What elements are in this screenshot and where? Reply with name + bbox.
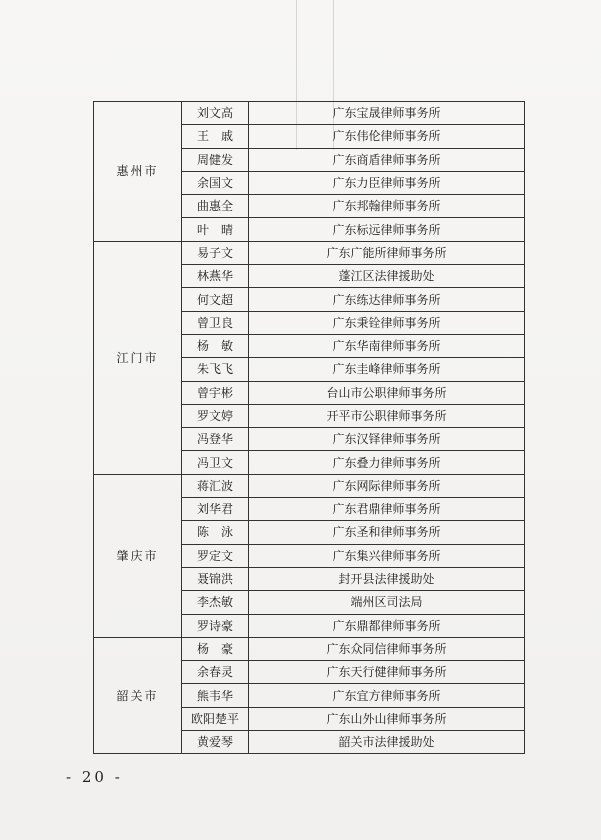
lawyer-name-cell: 叶 晴	[182, 218, 249, 241]
roster-table-body	[94, 102, 525, 754]
table-row	[94, 241, 525, 264]
institution-cell: 广东叠力律师事务所	[249, 451, 525, 474]
table-row	[94, 102, 525, 125]
lawyer-name-cell: 黄爱琴	[182, 731, 249, 754]
city-cell: 江门市	[94, 241, 182, 474]
lawyer-name-cell: 曾宇彬	[182, 381, 249, 404]
lawyer-name-cell: 杨 敏	[182, 334, 249, 357]
institution-cell: 广东君鼎律师事务所	[249, 498, 525, 521]
institution-cell: 广东众同信律师事务所	[249, 637, 525, 660]
institution-cell: 广东天行健律师事务所	[249, 661, 525, 684]
institution-cell: 广东宜方律师事务所	[249, 684, 525, 707]
lawyer-name-cell: 陈 泳	[182, 521, 249, 544]
lawyer-name-cell: 林燕华	[182, 265, 249, 288]
institution-cell: 端州区司法局	[249, 591, 525, 614]
lawyer-name-cell: 易子文	[182, 241, 249, 264]
lawyer-name-cell: 周健发	[182, 148, 249, 171]
lawyer-name-cell: 杨 豪	[182, 637, 249, 660]
lawyer-name-cell: 王 戚	[182, 125, 249, 148]
lawyer-name-cell: 蒋汇波	[182, 474, 249, 497]
institution-cell: 广东伟伦律师事务所	[249, 125, 525, 148]
institution-cell: 广东广能所律师事务所	[249, 241, 525, 264]
institution-cell: 封开县法律援助处	[249, 567, 525, 590]
institution-cell: 广东鼎都律师事务所	[249, 614, 525, 637]
lawyer-name-cell: 余国文	[182, 171, 249, 194]
table-row	[94, 637, 525, 660]
lawyer-name-cell: 聂锦洪	[182, 567, 249, 590]
lawyer-name-cell: 罗定文	[182, 544, 249, 567]
lawyer-name-cell: 李杰敏	[182, 591, 249, 614]
institution-cell: 开平市公职律师事务所	[249, 404, 525, 427]
institution-cell: 广东山外山律师事务所	[249, 707, 525, 730]
lawyer-name-cell: 刘华君	[182, 498, 249, 521]
lawyer-name-cell: 罗诗豪	[182, 614, 249, 637]
lawyer-name-cell: 何文超	[182, 288, 249, 311]
lawyer-name-cell: 罗文婷	[182, 404, 249, 427]
institution-cell: 广东邦翰律师事务所	[249, 195, 525, 218]
city-cell: 肇庆市	[94, 474, 182, 637]
institution-cell: 广东集兴律师事务所	[249, 544, 525, 567]
lawyer-name-cell: 朱飞飞	[182, 358, 249, 381]
institution-cell: 台山市公职律师事务所	[249, 381, 525, 404]
lawyer-name-cell: 刘文高	[182, 102, 249, 125]
lawyer-name-cell: 熊韦华	[182, 684, 249, 707]
institution-cell: 广东练达律师事务所	[249, 288, 525, 311]
institution-cell: 广东圭峰律师事务所	[249, 358, 525, 381]
city-cell: 韶关市	[94, 637, 182, 753]
lawyer-name-cell: 曲惠全	[182, 195, 249, 218]
city-cell: 惠州市	[94, 102, 182, 242]
lawyer-name-cell: 欧阳楚平	[182, 707, 249, 730]
institution-cell: 广东圣和律师事务所	[249, 521, 525, 544]
institution-cell: 广东力臣律师事务所	[249, 171, 525, 194]
lawyer-name-cell: 曾卫良	[182, 311, 249, 334]
institution-cell: 广东宝晟律师事务所	[249, 102, 525, 125]
institution-cell: 韶关市法律援助处	[249, 731, 525, 754]
institution-cell: 广东网际律师事务所	[249, 474, 525, 497]
institution-cell: 广东标远律师事务所	[249, 218, 525, 241]
lawyer-name-cell: 冯登华	[182, 428, 249, 451]
institution-cell: 广东汉铎律师事务所	[249, 428, 525, 451]
lawyer-roster-table	[93, 101, 525, 754]
table-row	[94, 474, 525, 497]
page-number: - 20 -	[66, 768, 123, 786]
institution-cell: 广东秉铨律师事务所	[249, 311, 525, 334]
lawyer-name-cell: 余春灵	[182, 661, 249, 684]
institution-cell: 蓬江区法律援助处	[249, 265, 525, 288]
institution-cell: 广东商盾律师事务所	[249, 148, 525, 171]
institution-cell: 广东华南律师事务所	[249, 334, 525, 357]
lawyer-name-cell: 冯卫文	[182, 451, 249, 474]
